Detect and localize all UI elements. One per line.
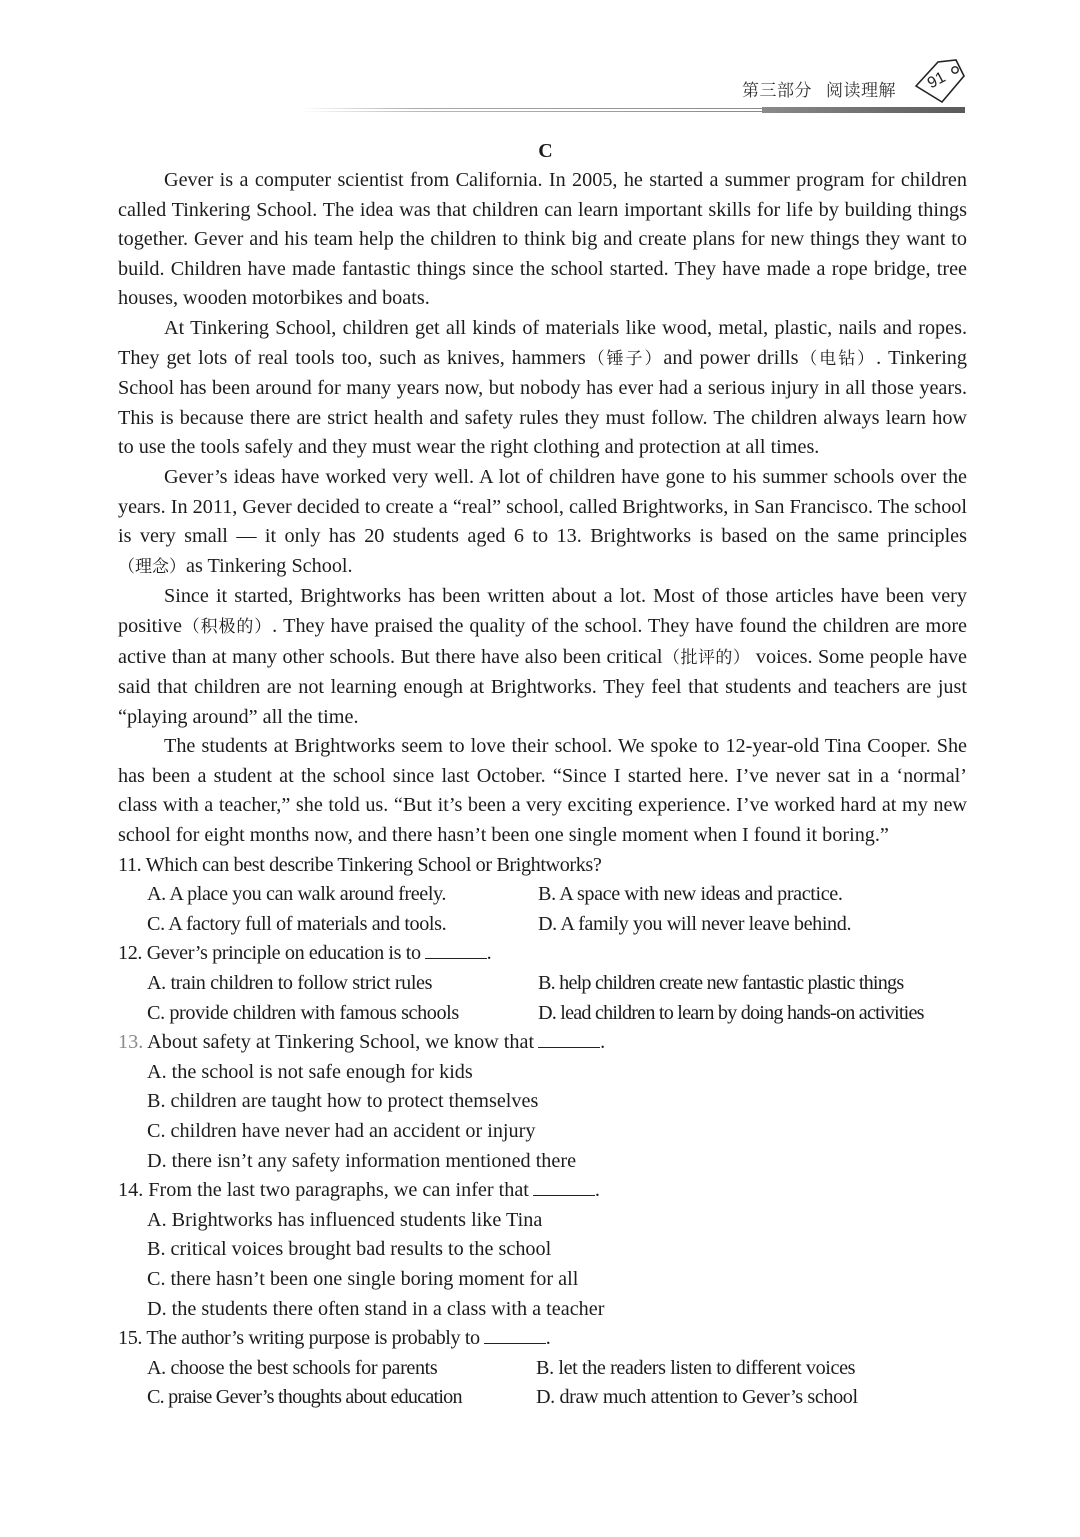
question-13	[118, 1028, 967, 1176]
header-divider-thin-line	[300, 108, 765, 109]
header-divider-bar	[762, 107, 965, 113]
page-header	[0, 0, 1080, 120]
answer-options	[118, 1354, 967, 1413]
question-number: 12.	[118, 942, 143, 965]
question-text: About safety at Tinkering School, we know that	[147, 1031, 535, 1054]
question-number: 13.	[118, 1031, 144, 1054]
paragraph-text: Since it started, Brightworks has been written about a lot. Most of those articles have been very positive	[118, 585, 967, 637]
option-d[interactable]: D. A family you will never leave behind.	[538, 912, 852, 935]
option-a[interactable]: A. Brightworks has influenced students like Tina	[147, 1208, 543, 1231]
passage-paragraph-3	[118, 463, 967, 582]
option-a[interactable]: A. the school is not safe enough for kids	[147, 1060, 473, 1083]
section-title: 阅读理解	[826, 81, 896, 101]
option-d[interactable]: D. there isn’t any safety information mentioned there	[147, 1149, 577, 1172]
question-number: 14.	[118, 1179, 144, 1202]
chinese-gloss: （电钻）	[798, 348, 877, 369]
answer-options	[118, 1206, 967, 1324]
passage-paragraph-1	[118, 166, 967, 314]
option-d[interactable]: D. the students there often stand in a class with a teacher	[147, 1297, 605, 1320]
page-number: 91	[924, 68, 949, 93]
answer-options	[118, 880, 967, 939]
option-c[interactable]: C. children have never had an accident or injury	[147, 1120, 536, 1142]
option-c[interactable]: C. praise Gever’s thoughts about education	[147, 1386, 462, 1409]
question-number: 15.	[118, 1327, 143, 1350]
option-b[interactable]: B. critical voices brought bad results to the school	[147, 1238, 552, 1261]
answer-blank[interactable]	[425, 942, 487, 959]
answer-blank[interactable]	[484, 1327, 546, 1344]
reading-passage	[118, 136, 967, 1413]
option-b[interactable]: B. help children create new fantastic plastic things	[538, 972, 904, 995]
paragraph-text: The students at Brightworks seem to love their school. We spoke to 12-year-old Tina Cooper. She has been a student at the school since last October. “Since I started here. I’ve never sat in a ‘normal’ class with a teacher,” she told us. “But it’s been a very exciting experience. I’ve worked hard at my new school for eight months now, and there hasn’t been one single moment when I found it boring.”	[118, 735, 967, 847]
option-c[interactable]: C. there hasn’t been one single boring moment for all	[147, 1267, 579, 1290]
option-d[interactable]: D. lead children to learn by doing hands-on activities	[538, 1001, 924, 1024]
chinese-gloss: （批评的）	[662, 647, 751, 668]
paragraph-text: and power drills	[663, 346, 799, 369]
section-heading	[742, 76, 896, 101]
question-stem: 14. From the last two paragraphs, we can infer that .	[118, 1179, 600, 1202]
chinese-gloss: （锤子）	[585, 348, 664, 369]
question-stem: 13. About safety at Tinkering School, we know that .	[118, 1031, 606, 1054]
question-stem: 12. Gever’s principle on education is to .	[118, 942, 492, 965]
header-divider-thin-line	[300, 111, 765, 112]
question-11	[118, 851, 967, 940]
question-number: 11.	[118, 853, 142, 876]
question-15	[118, 1324, 967, 1413]
section-part: 第三部分	[742, 81, 812, 101]
header-divider	[300, 107, 965, 114]
question-stem: 15. The author’s writing purpose is probably to .	[118, 1327, 551, 1350]
paragraph-text: Gever’s ideas have worked very well. A lot of children have gone to his summer schools over the years. In 2011, Gever decided to create a “real” school, called Brightworks, in San Francisco. The school is very small — it only has 20 students aged 6 to 13. Brightworks is based on the same principles	[118, 465, 967, 548]
paragraph-text: Gever is a computer scientist from California. In 2005, he started a summer program for children called Tinkering School. The idea was that children can learn important skills for life by building things together. Gever and his team help the children to think big and create plans for new things they want to build. Children have made fantastic things since the school started. They have made a rope bridge, tree houses, wooden motorbikes and boats.	[118, 169, 967, 310]
question-14	[118, 1176, 967, 1324]
passage-label: C	[538, 140, 553, 162]
paragraph-text: as Tinkering School.	[186, 554, 353, 577]
chinese-gloss: （理念）	[118, 556, 186, 577]
option-b[interactable]: B. children are taught how to protect themselves	[147, 1090, 539, 1113]
paragraph-text: voices. Some people have said that children are not learning enough at Brightworks. They feel that students and teachers are just “playing around” all the time.	[118, 645, 968, 728]
answer-blank[interactable]	[538, 1031, 600, 1048]
option-c[interactable]: C. provide children with famous schools	[147, 1001, 459, 1024]
chinese-gloss: （积极的）	[181, 616, 273, 637]
passage-paragraph-2	[118, 314, 967, 463]
option-d[interactable]: D. draw much attention to Gever’s school	[536, 1386, 858, 1409]
option-b[interactable]: B. let the readers listen to different voices	[536, 1356, 856, 1379]
passage-paragraph-4	[118, 582, 967, 732]
paragraph-text: . Tinkering School has been around for many years now, but nobody has ever had a serious injury in all those years. This is because there are strict health and safety rules they must follow. The children always learn how to use the tools safely and they must wear the right clothing and protection at all times.	[118, 346, 967, 459]
paragraph-text: At Tinkering School, children get all kinds of materials like wood, metal, plastic, nails and ropes. They get lots of real tools too, such as knives, hammers	[118, 316, 967, 369]
page-number-badge	[912, 56, 968, 108]
question-12	[118, 939, 967, 1028]
answer-blank[interactable]	[533, 1179, 595, 1196]
paragraph-text: . They have praised the quality of the school. They have found the children are more active than at many other schools. But there have also been critical	[118, 614, 968, 668]
question-stem	[118, 851, 967, 881]
passage-paragraph-5	[118, 732, 967, 850]
answer-options	[118, 969, 967, 1028]
question-text: From the last two paragraphs, we can infer that	[148, 1179, 529, 1202]
answer-options	[118, 1058, 967, 1176]
question-text: Which can best describe Tinkering School or Brightworks?	[145, 853, 602, 876]
question-text: Gever’s principle on education is to	[146, 942, 421, 965]
option-a[interactable]: A. A place you can walk around freely.	[147, 883, 447, 906]
question-text: The author’s writing purpose is probably to	[146, 1327, 480, 1350]
option-a[interactable]: A. choose the best schools for parents	[147, 1356, 438, 1379]
option-b[interactable]: B. A space with new ideas and practice.	[538, 883, 843, 906]
option-a[interactable]: A. train children to follow strict rules	[147, 972, 433, 995]
option-c[interactable]: C. A factory full of materials and tools.	[147, 912, 447, 935]
